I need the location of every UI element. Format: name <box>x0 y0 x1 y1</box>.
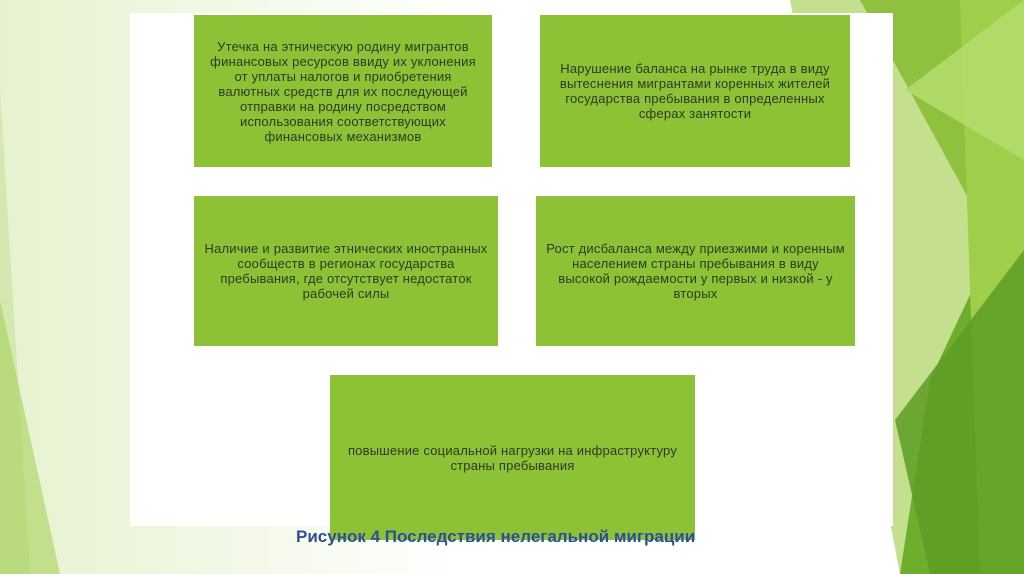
consequence-box-ethnic-communities <box>194 196 498 346</box>
figure-caption: Рисунок 4 Последствия нелегальной миграции <box>296 527 696 546</box>
box-text: Наличие и развитие этнических иностранных сообществ в регионах государства пребывания, где отсутствует недостаток рабочей силы <box>204 241 488 301</box>
box-text: повышение социальной нагрузки на инфраструктуру страны пребывания <box>347 442 678 473</box>
box-text: Рост дисбаланса между приезжими и коренным населением страны пребывания в виду высокой рождаемости у первых и низкой - у вторых <box>546 241 845 301</box>
consequence-box-population-imbalance <box>536 196 855 346</box>
consequence-box-financial-outflow <box>194 15 492 167</box>
box-text: Нарушение баланса на рынке труда в виду вытеснения мигрантами коренных жителей государства пребывания в определенных сферах занятости <box>559 61 831 121</box>
consequence-box-infrastructure-load <box>330 375 695 540</box>
consequence-box-labor-imbalance <box>540 15 850 167</box>
box-text: Утечка на этническую родину мигрантов финансовых ресурсов ввиду их уклонения от уплаты налогов и приобретения валютных средств для их последующей отправки на родину посредством использования соответствующих финансовых механизмов <box>210 38 476 144</box>
